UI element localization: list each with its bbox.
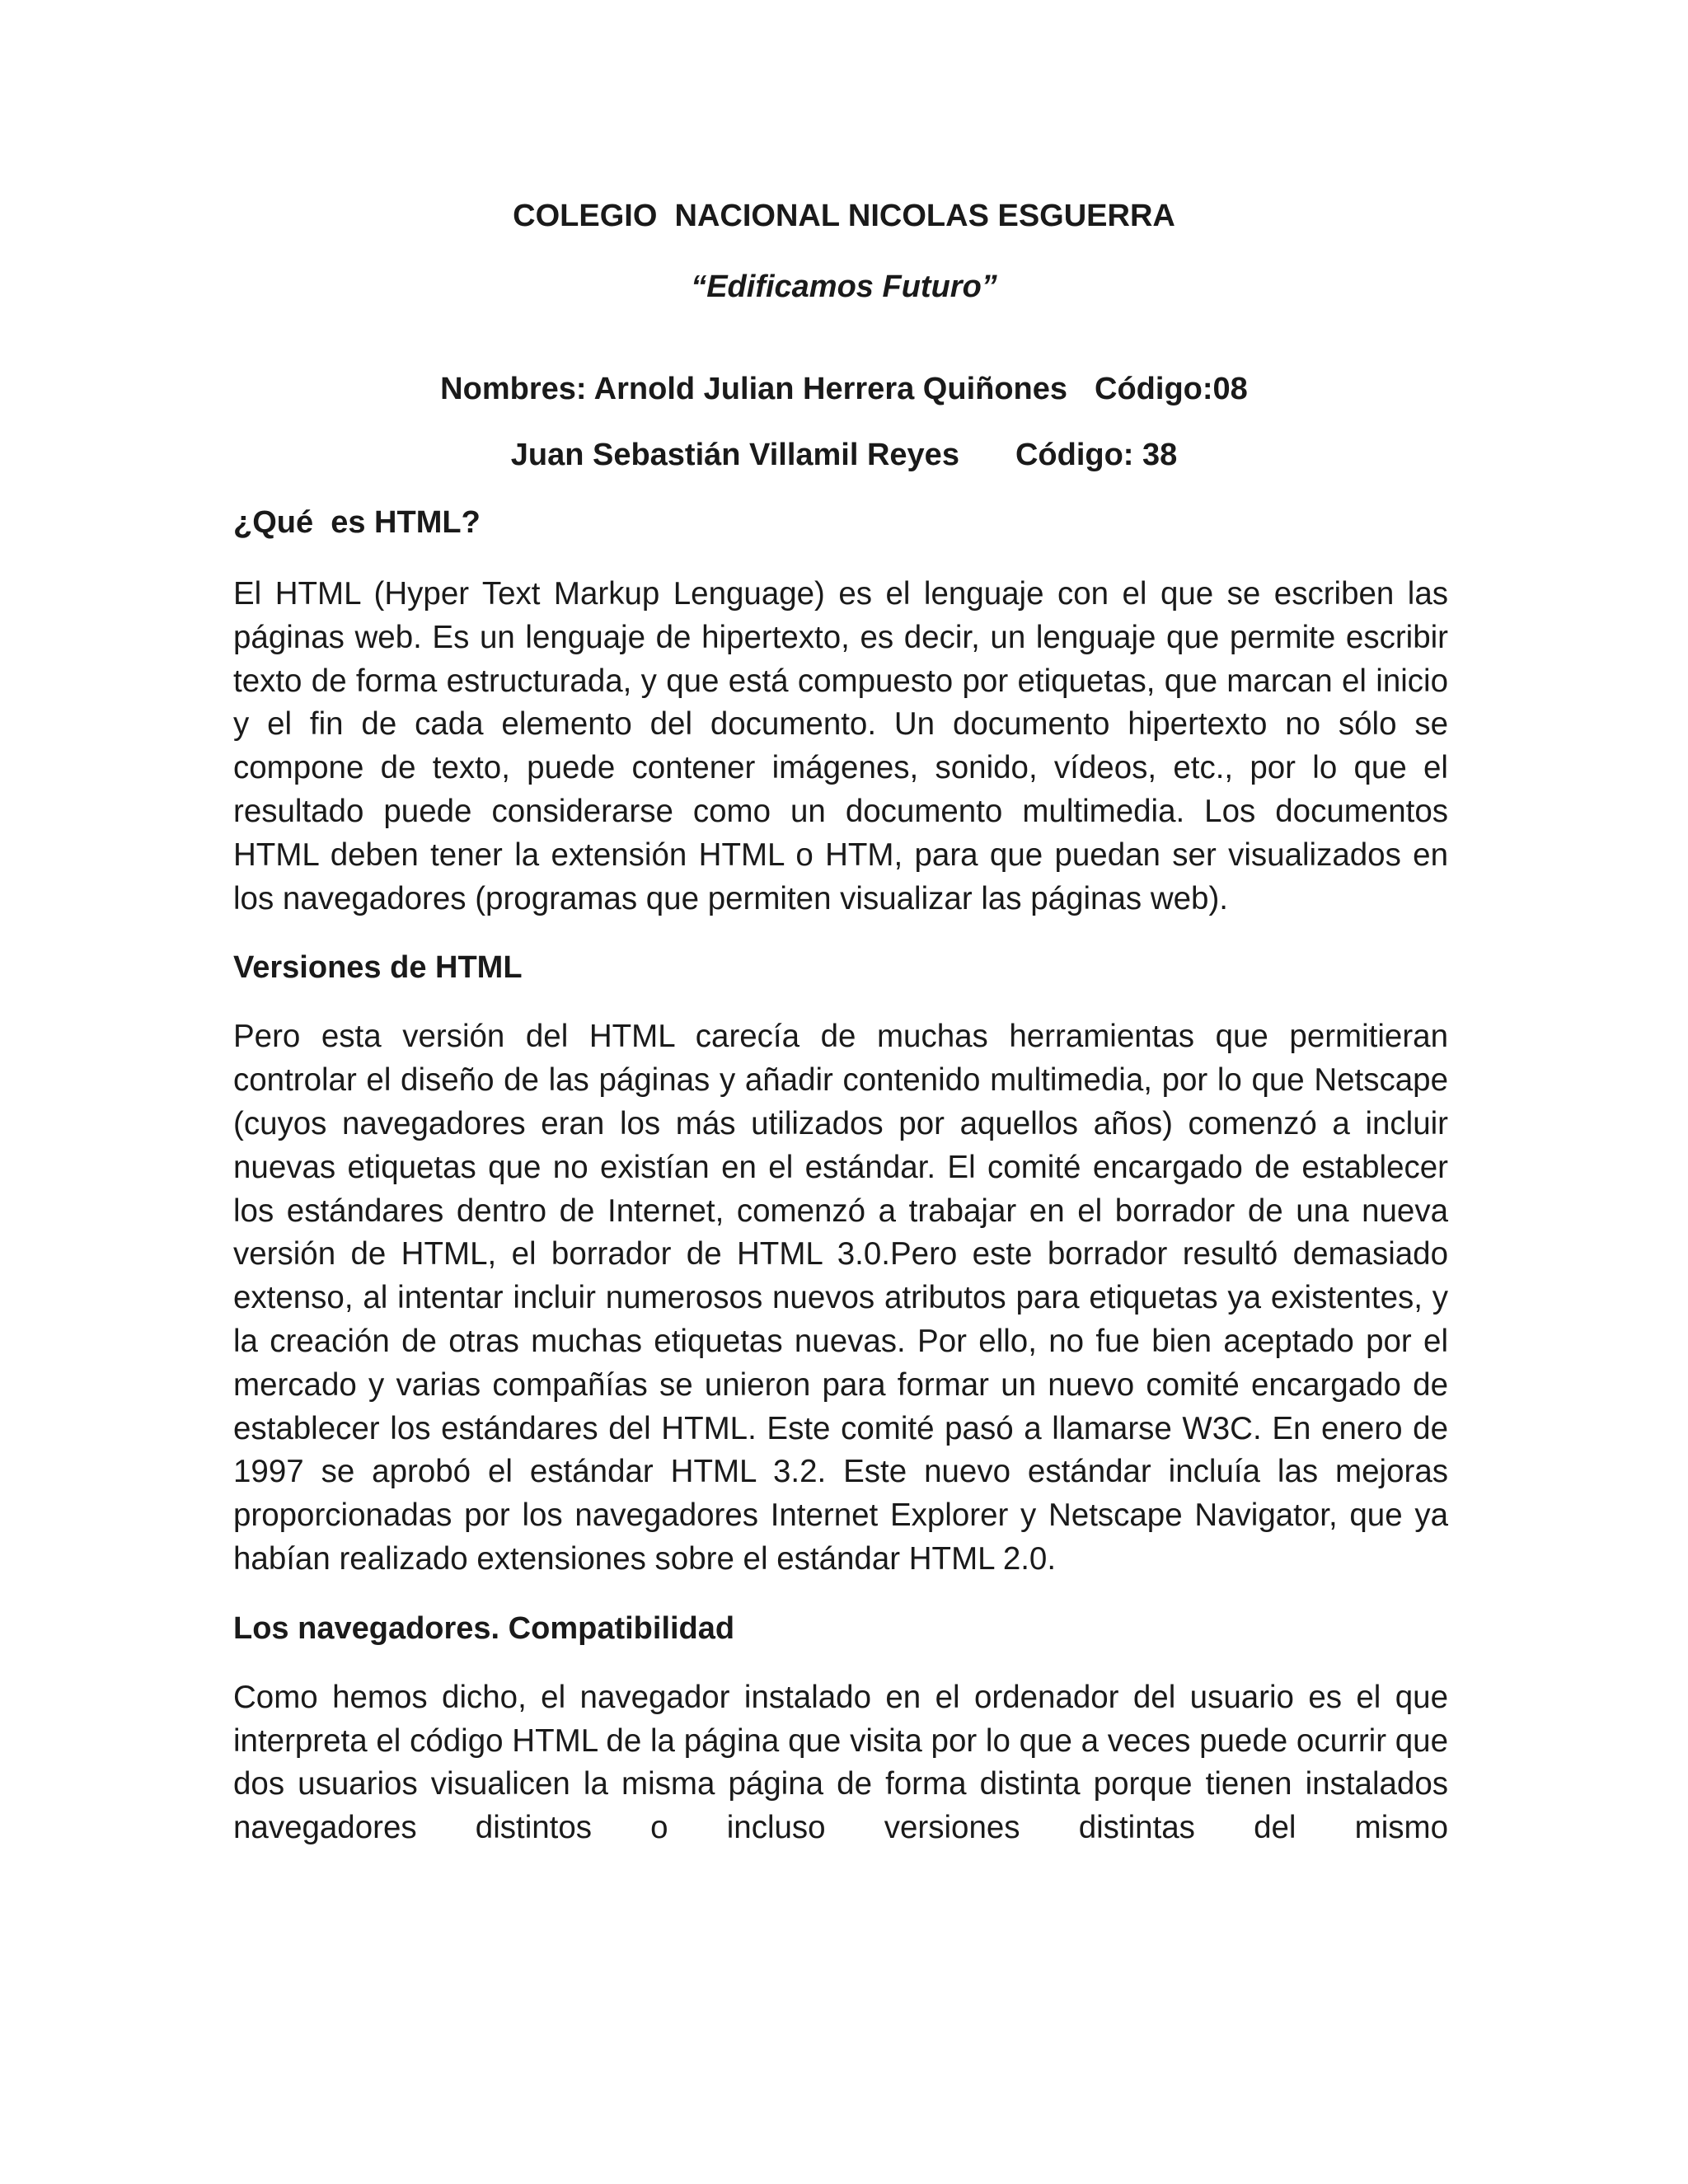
student-code-1: Código:08 xyxy=(1095,372,1248,406)
student-name-2: Juan Sebastián Villamil Reyes xyxy=(510,438,959,472)
student-names-line-2 xyxy=(0,437,1688,473)
school-name: COLEGIO NACIONAL NICOLAS ESGUERRA xyxy=(513,199,1175,233)
student-names-line-1 xyxy=(0,371,1688,407)
section-heading-html-versions: Versiones de HTML xyxy=(233,950,523,986)
student-name-1: Nombres: Arnold Julian Herrera Quiñones xyxy=(440,372,1068,406)
section-heading-what-is-html: ¿Qué es HTML? xyxy=(233,505,481,540)
section-heading-browsers: Los navegadores. Compatibilidad xyxy=(233,1610,735,1646)
section-paragraph-browsers: Como hemos dicho, el navegador instalado en el ordenador del usuario es el que interpreta el código HTML de la página que visita por lo que a veces puede ocurrir que dos usuarios visualicen la misma página de forma distinta porque tienen instalados navegadores distintos o incluso versiones distintas del mismo xyxy=(233,1679,1448,1846)
section-paragraph-html-versions: Pero esta versión del HTML carecía de muchas herramientas que permitieran controlar el diseño de las páginas y añadir contenido multimedia, por lo que Netscape (cuyos navegadores eran los más utilizados por aquellos años) comenzó a incluir nuevas etiquetas que no existían en el estándar. El comité encargado de establecer los estándares dentro de Internet, comenzó a trabajar en el borrador de una nueva versión de HTML, el borrador de HTML 3.0.Pero este borrador resultó demasiado extenso, al intentar incluir numerosos nuevos atributos para etiquetas ya existentes, y la creación de otras muchas etiquetas nuevas. Por ello, no fue bien aceptado por el mercado y varias compañías se unieron para formar un nuevo comité encargado de establecer los estándares del HTML. Este comité pasó a llamarse W3C. En enero de 1997 se aprobó el estándar HTML 3.2. Este nuevo estándar incluía las mejoras proporcionadas por los navegadores Internet Explorer y Netscape Navigator, que ya habían realizado extensiones sobre el estándar HTML 2.0. xyxy=(233,1019,1448,1577)
student-code-2: Código: 38 xyxy=(1015,438,1178,472)
document-body xyxy=(233,504,1448,1850)
school-motto: “Edificamos Futuro” xyxy=(691,269,997,304)
section-paragraph-what-is-html: El HTML (Hyper Text Markup Lenguage) es el lenguaje con el que se escriben las páginas web. Es un lenguaje de hipertexto, es decir, un lenguaje que permite escribir texto de forma estructurada, y que está compuesto por etiquetas, que marcan el inicio y el fin de cada elemento del documento. Un documento hipertexto no sólo se compone de texto, puede contener imágenes, sonido, vídeos, etc., por lo que el resultado puede considerarse como un documento multimedia. Los documentos HTML deben tener la extensión HTML o HTM, para que puedan ser visualizados en los navegadores (programas que permiten visualizar las páginas web). xyxy=(233,576,1448,916)
